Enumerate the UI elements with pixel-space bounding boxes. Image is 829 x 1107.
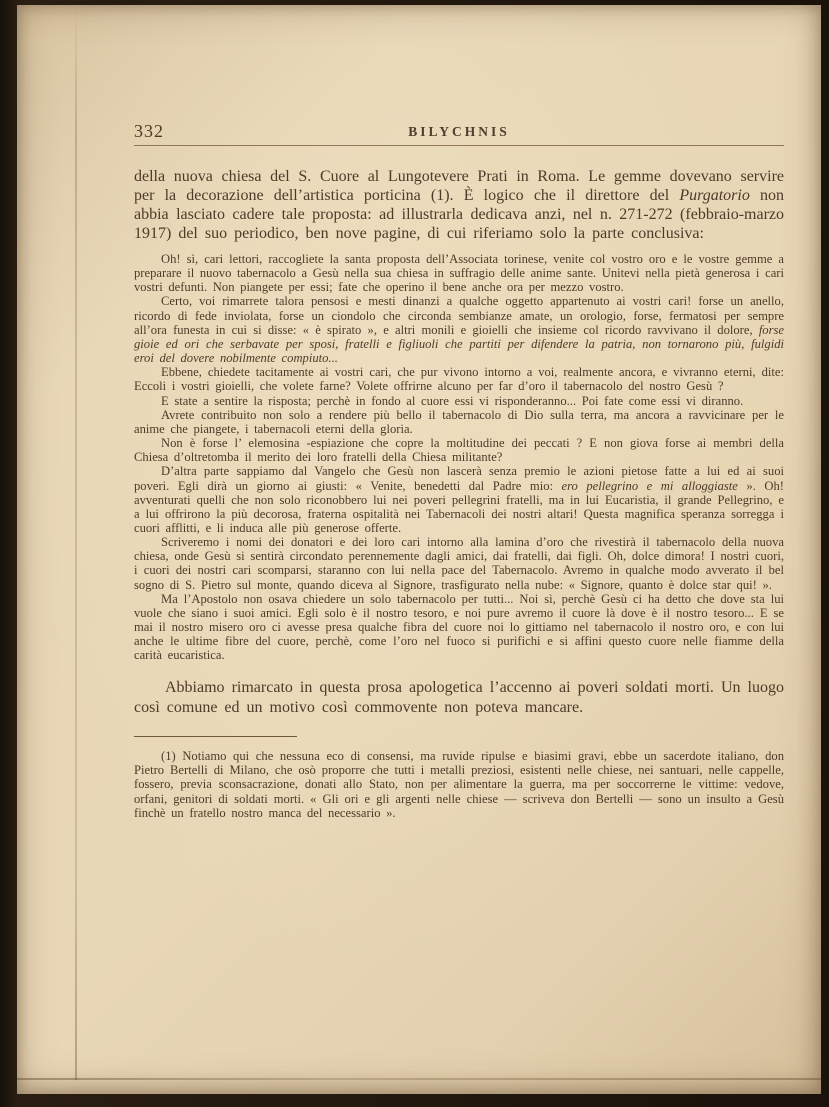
page-gutter-crease xyxy=(75,5,77,1080)
quote-block xyxy=(134,252,784,663)
quote-paragraph: E state a sentire la risposta; perchè in fondo al cuore essi vi risponderanno... Poi fate come essi vi diranno. xyxy=(161,393,744,408)
quote-paragraph: Certo, voi rimarrete talora pensosi e mesti dinanzi a qualche oggetto appartenuto ai vostri cari! forse un anello, ricordo di fede inviolata, forse un ciondolo che circonda sembianze amate, un orologio, forse, fermatosi per sempre all’ora funesta in cui si disse: « è spirato », e altri monili e gioielli che insieme col ricordo ravvivano il dolore, forse gioie ed ori che serbavate per sposi, fratelli e figliuoli che partiti per difendere la patria, non tornarono più, fulgidi eroi del dovere nobilmente compiuto... xyxy=(134,294,784,366)
page-number: 332 xyxy=(134,121,164,141)
page-bottom-crease xyxy=(17,1078,821,1080)
quote-paragraph: Ebbene, chiedete tacitamente ai vostri cari, che pur vivono intorno a voi, realmente ancora, e vivranno eterni, dite: Eccoli i vostri gioielli, che volete farne? Volete offrirne alcuno per far d’oro il tabernacolo del nostro Gesù ? xyxy=(134,365,784,394)
intro-paragraph: della nuova chiesa del S. Cuore al Lungotevere Prati in Roma. Le gemme dovevano servire per la decorazione dell’artistica porticina (1). È logico che il direttore del Purgatorio non abbia lasciato cadere tale proposta: ad illustrarla dedicava anzi, nel n. 271-272 (febbraio-marzo 1917) del suo periodico, ben nove pagine, di cui riferiamo solo la parte conclusiva: xyxy=(134,168,785,242)
page-header xyxy=(134,115,784,146)
quote-paragraph: Avrete contribuito non solo a rendere più bello il tabernacolo di Dio sulla terra, ma ancora a ravvicinare per le anime che piangete, i tabernacoli eterni della gloria. xyxy=(134,407,784,436)
closing-paragraph: Abbiamo rimarcato in questa prosa apologetica l’accenno ai poveri soldati morti. Un luogo così comune ed un motivo così commovente non poteva mancare. xyxy=(134,678,784,717)
page-content xyxy=(134,115,784,833)
footnote-rule xyxy=(134,736,297,737)
footnote: (1) Notiamo qui che nessuna eco di consensi, ma ruvide ripulse e biasimi gravi, ebbe un sacerdote italiano, don Pietro Bertelli di Milano, che osò proporre che tutti i metalli preziosi, esistenti nelle chiese, nei santuari, nelle cappelle, fossero, previa sconsacrazione, donati allo Stato, non per alimentare la guerra, ma per soccorrerne le vittime: vedove, orfani, genitori di soldati morti. « Gli ori e gli argenti nelle chiese — scriveva don Bertelli — sono un insulto a Gesù finchè un fratello nostro manca del necessario ». xyxy=(134,749,784,820)
journal-title: BILYCHNIS xyxy=(408,124,510,139)
quote-paragraph: Ma l’Apostolo non osava chiedere un solo tabernacolo per tutti... Noi sì, perchè Gesù ci ha detto che dove sta lui vuole che siano i suoi amici. Egli solo è il nostro tesoro, e noi pure avremo il cuore là dove è il nostro tesoro... E se mai il nostro misero oro ci avesse presa qualche fibra del cuore noi lo gittiamo nel tabernacolo il nostro oro, e con lui anche le ultime fibre del cuore, perchè, come l’oro nel fuoco si purifichi e si affini questo cuore nelle fiamme della carità eucaristica. xyxy=(134,591,784,663)
quote-paragraph: Oh! sì, cari lettori, raccogliete la santa proposta dell’Associata torinese, venite col vostro oro e le vostre gemme a preparare il nuovo tabernacolo a Gesù nella sua chiesa in suffragio delle anime sante. Unitevi nella pietà generosa i cari vostri defunti. Non piangete per essi; fate che operino il bene anche ora per mezzo vostro. xyxy=(134,252,784,295)
scanned-page xyxy=(17,5,821,1094)
quote-paragraph: Scriveremo i nomi dei donatori e dei loro cari intorno alla lamina d’oro che rivestirà il tabernacolo della nuova chiesa, onde Gesù si sentirà circondato perennemente dagli amici, dai fratelli, dai figli. Oh, dolce dimora! I nostri cuori, i cuori dei nostri cari scomparsi, staranno con lui nella pace del Tabernacolo. Avremo in qualche modo avverato il bel sogno di S. Pietro sul monte, quando diceva al Signore, trasfigurato nella nube: « Signore, quanto è dolce star qui! ». xyxy=(134,535,784,592)
quote-paragraph: D’altra parte sappiamo dal Vangelo che Gesù non lascerà senza premio le azioni pietose fatte a lui ed ai suoi poveri. Egli dirà un giorno ai giusti: « Venite, benedetti dal Padre mio: ero pellegrino e mi alloggiaste ». Oh! avventurati quelli che non solo riconobbero lui nei poveri pellegrini fratelli, ma in lui Eucaristia, il grande Pellegrino, e a lui offrirono la più decorosa, fraterna ospitalità nei Tabernacoli dei nostri altari! Questa magnifica speranza sorregga i cuori afflitti, e li induca alle più generose offerte. xyxy=(134,464,784,535)
quote-paragraph: Non è forse l’ elemosina -espiazione che copre la moltitudine dei peccati ? E non giova forse ai membri della Chiesa d’oltretomba il merito dei loro fratelli della Chiesa militante? xyxy=(134,436,784,465)
